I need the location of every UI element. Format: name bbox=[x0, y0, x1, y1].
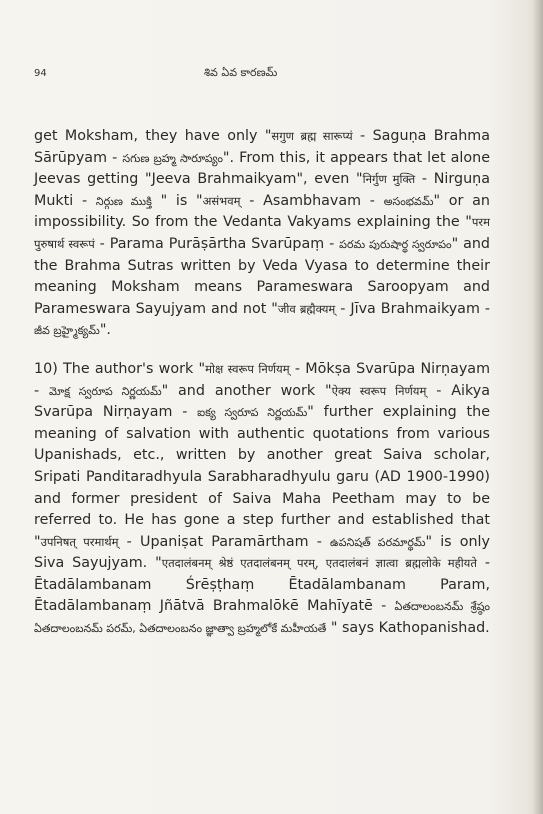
devanagari-segment: असंभवम् bbox=[202, 193, 241, 208]
text-segment: " further explaining the meaning of salvation with authentic quotations from various Upanishads, etc., written by another great Saiva scholar, Sripati Panditaradhyula Sarabharadhyulu garu (AD 1900-1990) and former president of Saiva Maha Peetham may to be referred to. He has gone a step further and established that " bbox=[34, 404, 490, 550]
page-edge-shadow bbox=[533, 0, 543, 814]
paragraph-1 bbox=[34, 126, 490, 342]
text-segment: get Moksham, they have only " bbox=[34, 128, 272, 144]
text-segment: - Parama Purāṣārtha Svarūpaṃ - bbox=[94, 235, 340, 252]
telugu-segment: సగుణ బ్రహ్మ సారూప్యం bbox=[122, 151, 223, 165]
devanagari-segment: मोक्ष स्वरूप निर्णयम् bbox=[205, 361, 290, 376]
text-segment: " or an impossibility. So from the Vedanta Vakyams explaining the " bbox=[34, 192, 490, 231]
telugu-segment: ఉపనిషత్ పరమార్థమ్ bbox=[330, 535, 426, 549]
text-segment: " and another work " bbox=[161, 382, 332, 399]
text-segment: - Jīva Brahmaikyam - bbox=[335, 300, 490, 317]
text-segment: - Asambhavam - bbox=[240, 192, 384, 209]
body-text bbox=[34, 126, 490, 640]
text-segment: 10) The author's work " bbox=[34, 360, 206, 377]
paragraph-2 bbox=[34, 359, 490, 640]
devanagari-segment: उपनिषत् परमार्थम् bbox=[40, 534, 119, 549]
devanagari-segment: जीव ब्रह्मैक्यम् bbox=[277, 301, 336, 316]
devanagari-segment: एतदालंबनम् श्रेष्ठं एतदालंबनम् परम्, एतदालंबनं ज्ञात्वा ब्रह्मलोके महीयते bbox=[161, 556, 477, 571]
telugu-segment: నిర్గుణ ముక్తి bbox=[95, 194, 152, 208]
text-segment: " is " bbox=[151, 192, 203, 209]
text-segment: " is only Siva Sayujyam. " bbox=[34, 533, 490, 572]
text-segment: - Mōkṣa Svarūpa Nirṇayam - bbox=[34, 360, 490, 399]
running-title: శివ ఏవ కారణమ్ bbox=[204, 66, 278, 79]
text-segment: - Nirguṇa Mukti - bbox=[34, 171, 490, 209]
text-segment: - Ētadālambanam Śrēṣṭhaṃ Ētadālambanam Param, Ētadālambanaṃ Jñātvā Brahmalōkē Mahīyatē - bbox=[34, 555, 490, 615]
text-segment: " says Kathopanishad. bbox=[326, 620, 490, 637]
text-segment: - Saguṇa Brahma Sārūpyam - bbox=[34, 128, 490, 166]
text-segment: " and the Brahma Sutras written by Veda Vyasa to determine their meaning Moksham means Parameswara Saroopyam and Parameswara Sayujyam and not " bbox=[34, 235, 490, 317]
page-header bbox=[34, 68, 504, 84]
telugu-segment: ఏతదాలంబనమ్ శ్రేష్ఠం ఏతదాలంబనమ్ పరమ్, ఏతదాలంబనం జ్ఞాత్వా బ్రహ్మలోకే మహీయతే bbox=[34, 600, 490, 636]
page-number: 94 bbox=[34, 68, 47, 79]
text-segment: ". From this, it appears that let alone Jeevas getting "Jeeva Brahmaikyam", even " bbox=[34, 149, 490, 188]
text-segment: ". bbox=[99, 322, 111, 339]
telugu-segment: ఐక్య స్వరూప నిర్ణయమ్ bbox=[197, 406, 308, 420]
devanagari-segment: परम पुरुषार्थ स्वरूपं bbox=[34, 215, 490, 251]
devanagari-segment: ऐक्य स्वरूप निर्णयम् bbox=[331, 383, 427, 398]
telugu-segment: అసంభవమ్ bbox=[383, 194, 434, 208]
devanagari-segment: सगुण ब्रह्म सारूप्यं bbox=[271, 129, 353, 143]
telugu-segment: మోక్ష స్వరూప నిర్ణయమ్ bbox=[49, 384, 162, 398]
text-segment: - Aikya Svarūpa Nirṇayam - bbox=[34, 382, 490, 421]
telugu-segment: జీవ బ్రహ్మైక్యమ్ bbox=[34, 324, 100, 338]
devanagari-segment: निर्गुण मुक्ति bbox=[362, 172, 416, 187]
text-segment: - Upaniṣat Paramārtham - bbox=[118, 533, 330, 550]
telugu-segment: పరమ పురుషార్థ స్వరూపం bbox=[339, 237, 452, 251]
